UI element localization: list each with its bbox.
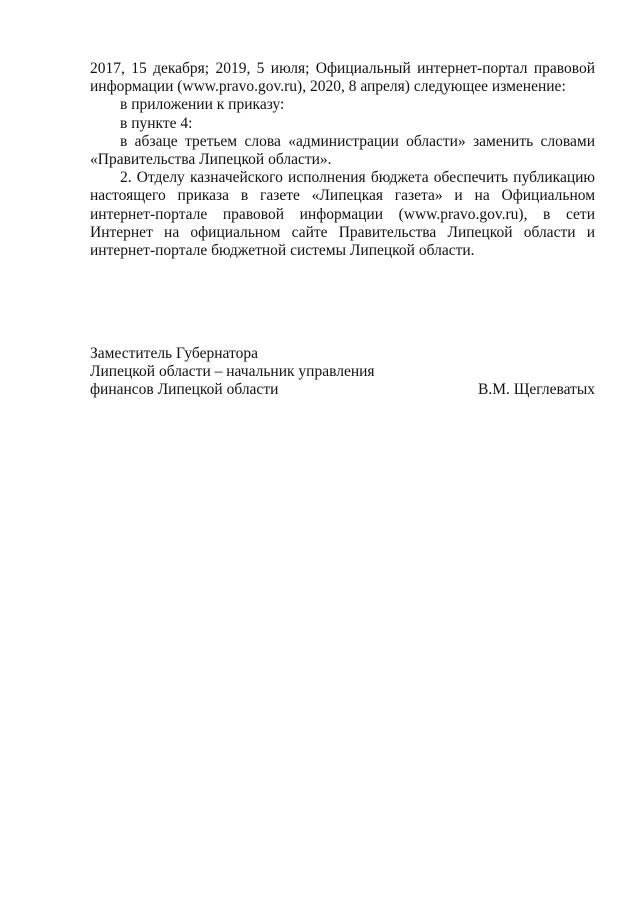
signature-position-line-3: финансов Липецкой области	[90, 381, 279, 399]
signatory-name: В.М. Щеглеватых	[478, 381, 595, 399]
paragraph-publication: 2. Отделу казначейского исполнения бюджета обеспечить публикацию настоящего приказа в газете «Липецкая газета» и на Официальном интернет-портале правовой информации (www.pravo.gov.ru), в сети Интернет на официальном сайте Правительства Липецкой области и интернет-портале бюджетной системы Липецкой области.	[90, 169, 595, 260]
signature-row	[90, 381, 595, 399]
paragraph-continuation: 2017, 15 декабря; 2019, 5 июля; Официальный интернет-портал правовой информации (www.pravo.gov.ru), 2020, 8 апреля) следующее изменение:	[90, 60, 595, 96]
paragraph-appendix: в приложении к приказу:	[120, 96, 285, 114]
paragraph-replacement: в абзаце третьем слова «администрации области» заменить словами «Правительства Липецкой области».	[90, 132, 595, 169]
signature-position-line-2: Липецкой области – начальник управления	[90, 363, 375, 381]
signature-block	[90, 345, 595, 400]
document-body	[90, 60, 595, 260]
paragraph-item-4: в пункте 4:	[120, 114, 193, 132]
signature-position-line-1: Заместитель Губернатора	[90, 345, 258, 362]
